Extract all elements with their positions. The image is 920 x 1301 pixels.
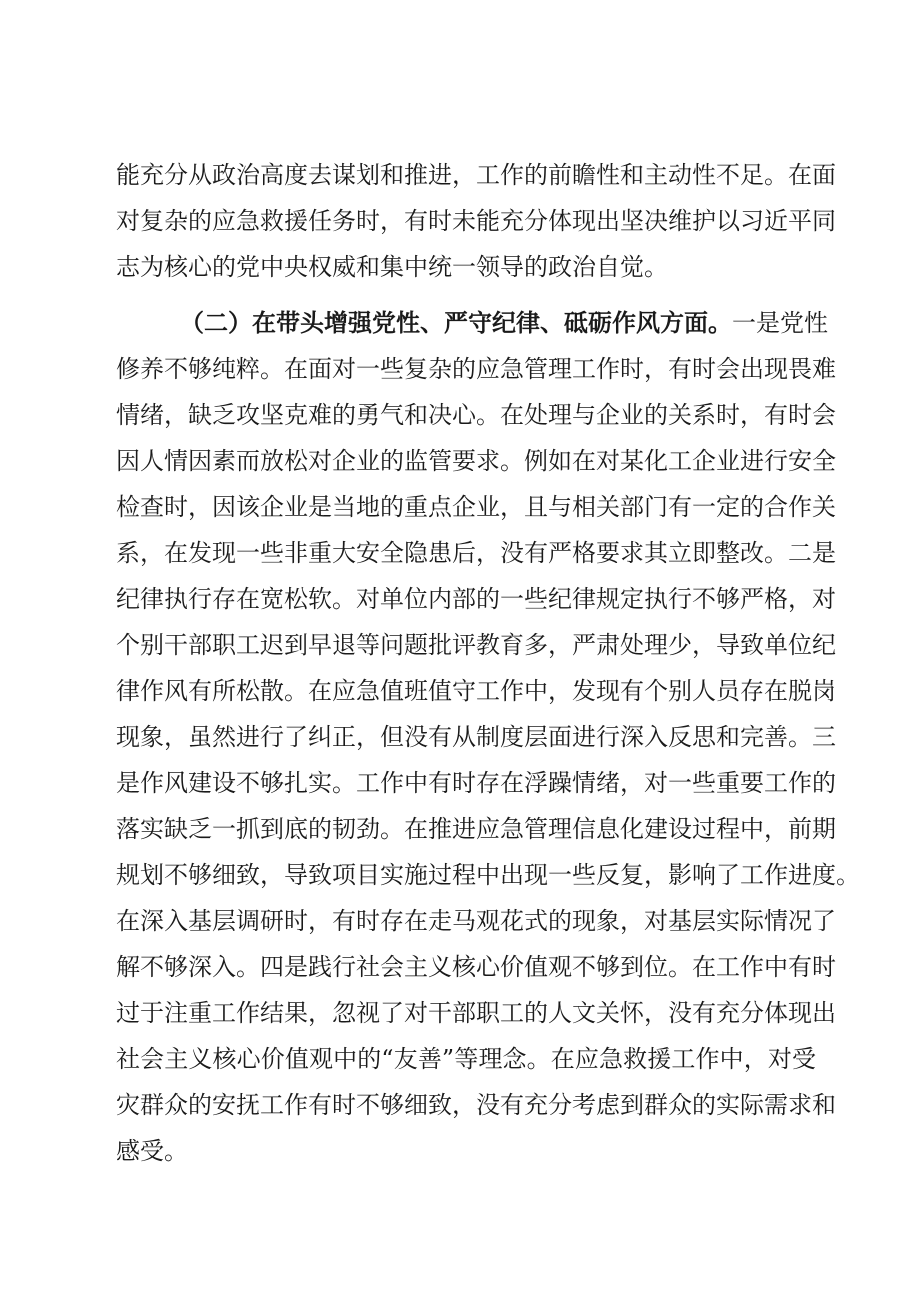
paragraph-line: 律作风有所松散。在应急值班值守工作中，发现有个别人员存在脱岗: [116, 677, 836, 705]
paragraph-line: 过于注重工作结果，忽视了对干部职工的人文关怀，没有充分体现出: [116, 999, 836, 1027]
paragraph-line: 社会主义核心价值观中的“友善”等理念。在应急救援工作中，对受: [116, 1045, 816, 1073]
paragraph-line: 规划不够细致，导致项目实施过程中出现一些反复，影响了工作进度。: [116, 861, 860, 889]
paragraph-line: 现象，虽然进行了纠正，但没有从制度层面进行深入反思和完善。三: [116, 723, 836, 751]
paragraph-line: 灾群众的安抚工作有时不够细致，没有充分考虑到群众的实际需求和: [116, 1091, 836, 1119]
paragraph-line: 纪律执行存在宽松软。对单位内部的一些纪律规定执行不够严格，对: [116, 585, 836, 613]
paragraph-line: 修养不够纯粹。在面对一些复杂的应急管理工作时，有时会出现畏难: [116, 355, 836, 383]
paragraph-line: 是作风建设不够扎实。工作中有时存在浮躁情绪，对一些重要工作的: [116, 769, 836, 797]
paragraph-line: 志为核心的党中央权威和集中统一领导的政治自觉。: [116, 253, 668, 281]
section-heading-line: [180, 303, 828, 343]
paragraph-line: 落实缺乏一抓到底的韧劲。在推进应急管理信息化建设过程中，前期: [116, 815, 836, 843]
paragraph-line: 解不够深入。四是践行社会主义核心价值观不够到位。在工作中有时: [116, 953, 836, 981]
paragraph-line: 情绪，缺乏攻坚克难的勇气和决心。在处理与企业的关系时，有时会: [116, 401, 836, 429]
paragraph-line: 能充分从政治高度去谋划和推进，工作的前瞻性和主动性不足。在面: [116, 161, 836, 189]
paragraph-line: 个别干部职工迟到早退等问题批评教育多，严肃处理少，导致单位纪: [116, 631, 836, 659]
paragraph-line: 因人情因素而放松对企业的监管要求。例如在对某化工企业进行安全: [116, 447, 836, 475]
paragraph-line: 对复杂的应急救援任务时，有时未能充分体现出坚决维护以习近平同: [116, 207, 836, 235]
paragraph-line: 系，在发现一些非重大安全隐患后，没有严格要求其立即整改。二是: [116, 539, 836, 567]
paragraph-line: 在深入基层调研时，有时存在走马观花式的现象，对基层实际情况了: [116, 907, 836, 935]
paragraph-text: 一是党性: [732, 309, 828, 337]
paragraph-line: 感受。: [116, 1137, 188, 1165]
paragraph-line: 检查时，因该企业是当地的重点企业，且与相关部门有一定的合作关: [116, 493, 836, 521]
section-heading: （二）在带头增强党性、严守纪律、砥砺作风方面。: [180, 308, 732, 337]
